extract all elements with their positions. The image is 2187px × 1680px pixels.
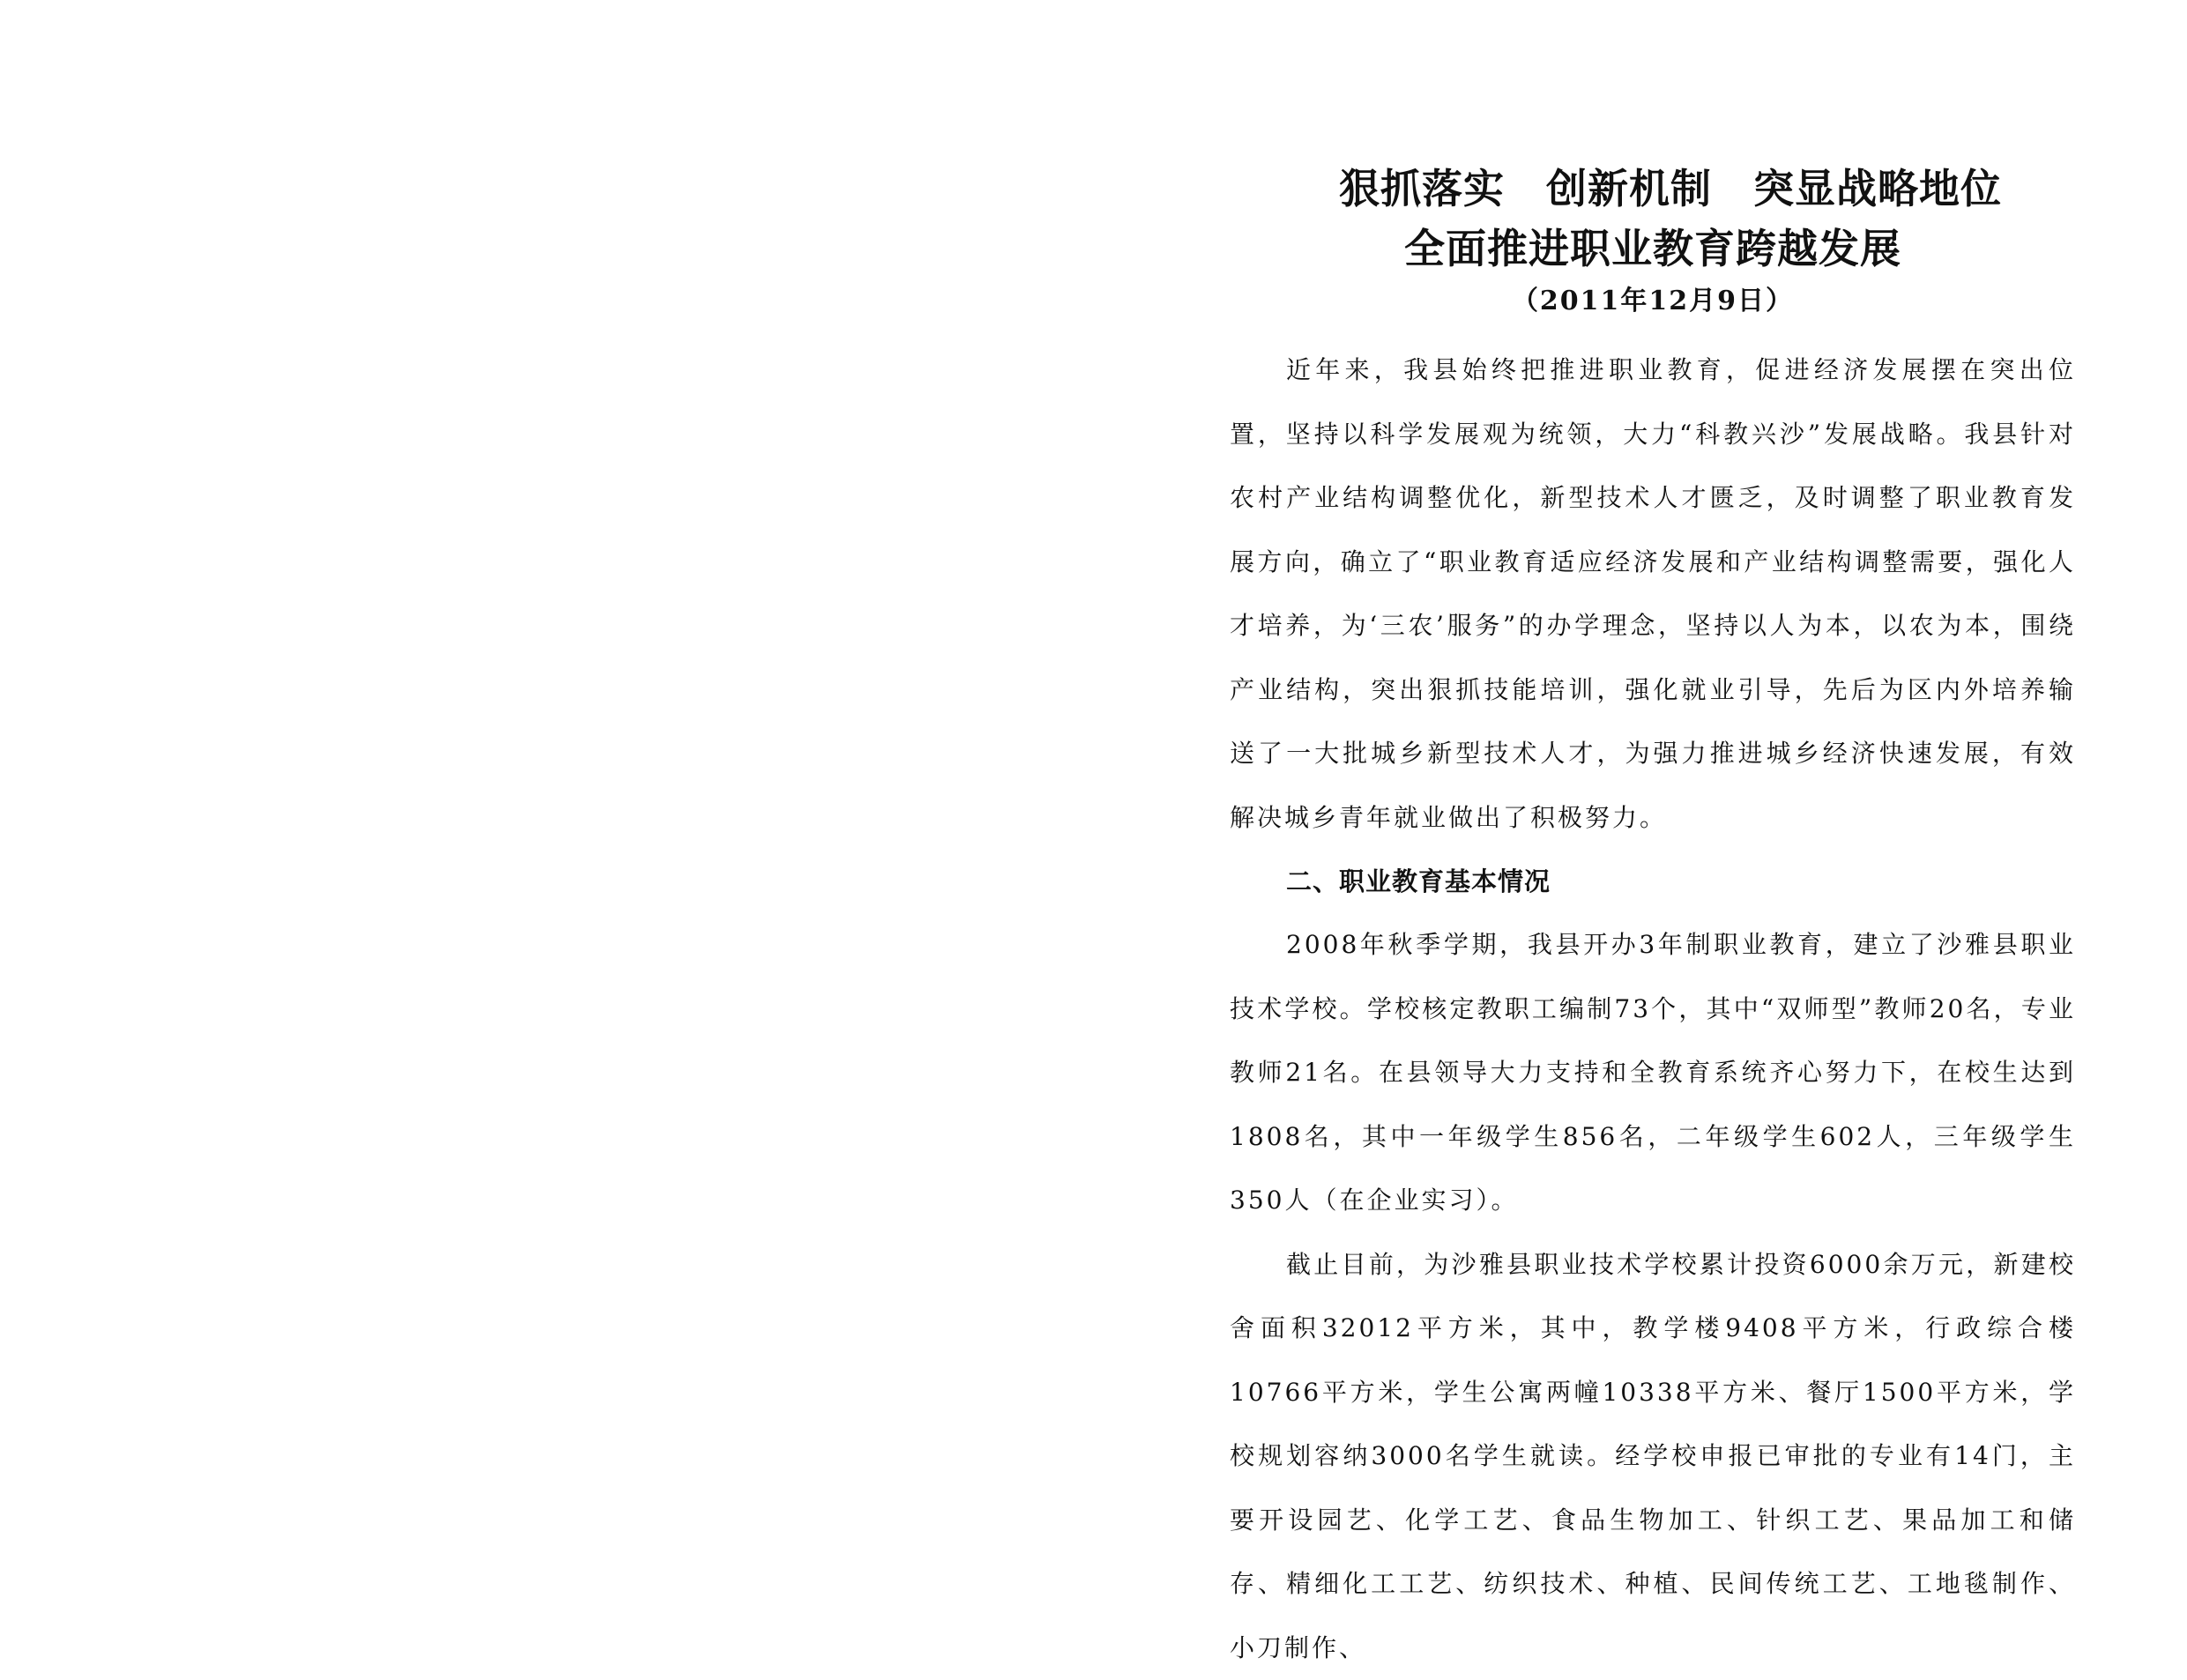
title-line-1: 狠抓落实 创新机制 突显战略地位 — [1265, 159, 2076, 219]
blank-left-page — [0, 0, 1093, 1547]
right-page — [1230, 159, 2076, 1680]
paragraph-basic-info: 2008年秋季学期，我县开办3年制职业教育，建立了沙雅县职业技术学校。学校核定教职工编制73个，其中“双师型”教师20名，专业教师21名。在县领导大力支持和全教育系统齐心努力下，在校生达到1808名，其中一年级学生856名，二年级学生602人，三年级学生350人（在企业实习）。 — [1230, 913, 2076, 1233]
date-line: （2011年12月9日） — [1230, 279, 2076, 324]
title-line-2: 全面推进职业教育跨越发展 — [1230, 219, 2076, 279]
paragraph-investment: 截止目前，为沙雅县职业技术学校累计投资6000余万元，新建校舍面积32012平方米，其中，教学楼9408平方米，行政综合楼10766平方米，学生公寓两幢10338平方米、餐厅1500平方米，学校规划容纳3000名学生就读。经学校申报已审批的专业有14门，主要开设园艺、化学工艺、食品生物加工、针织工艺、果品加工和储存、精细化工工艺、纺织技术、种植、民间传统工艺、工地毯制作、小刀制作、 — [1230, 1233, 2076, 1680]
section-heading: 二、职业教育基本情况 — [1230, 850, 2076, 913]
paragraph-intro: 近年来，我县始终把推进职业教育，促进经济发展摆在突出位置，坚持以科学发展观为统领，大力“科教兴沙”发展战略。我县针对农村产业结构调整优化，新型技术人才匮乏，及时调整了职业教育发展方向，确立了“职业教育适应经济发展和产业结构调整需要，强化人才培养，为‘三农’服务”的办学理念，坚持以人为本，以农为本，围绕产业结构，突出狠抓技能培训，强化就业引导，先后为区内外培养输送了一大批城乡新型技术人才，为强力推进城乡经济快速发展，有效解决城乡青年就业做出了积极努力。 — [1230, 338, 2076, 850]
